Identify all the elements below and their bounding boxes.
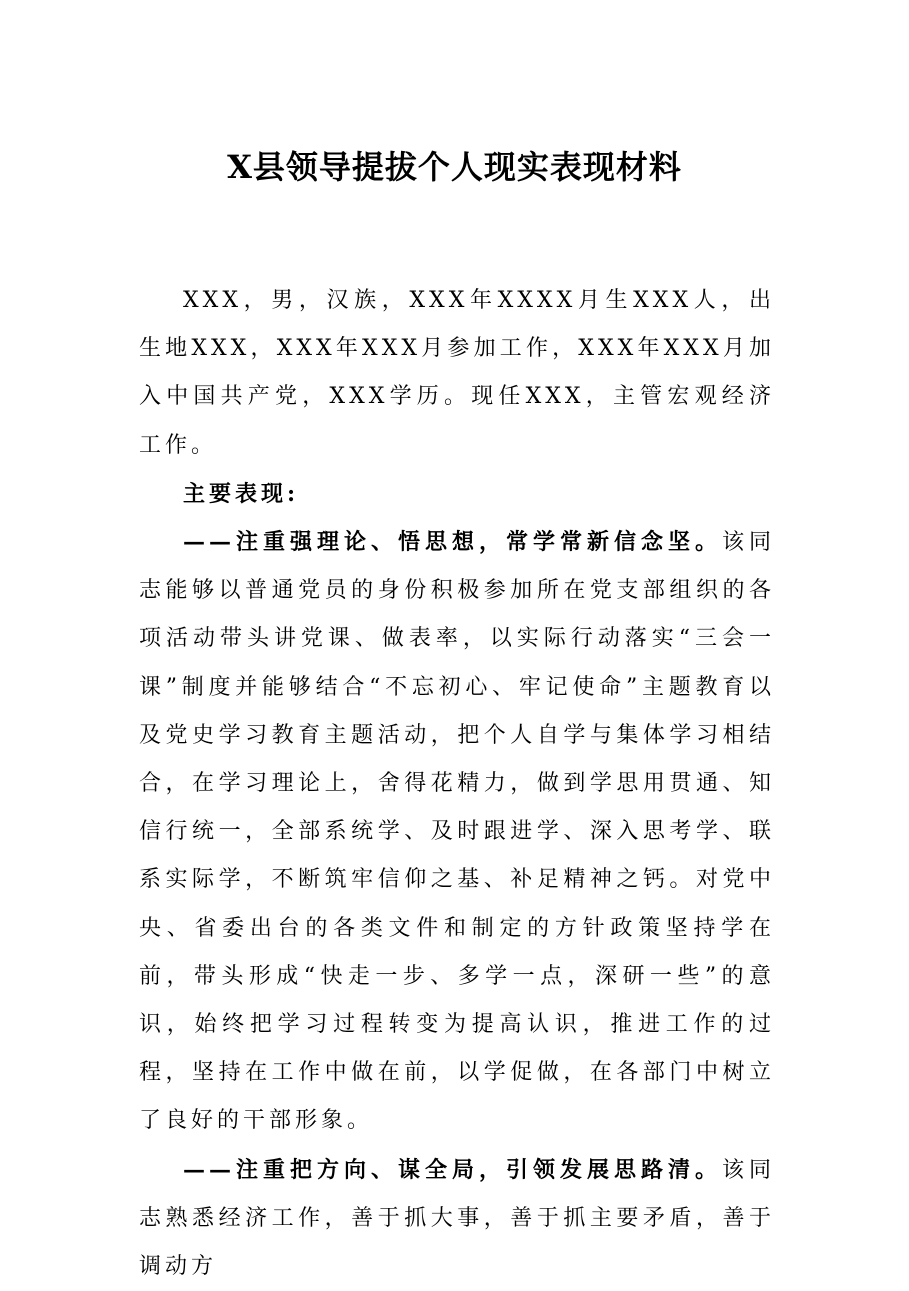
document-title: X县领导提拔个人现实表现材料 [227,148,682,186]
point-paragraph-1 [139,518,775,1146]
point-paragraph-2 [139,1146,775,1291]
intro-paragraph: XXX，男，汉族，XXX年XXXX月生XXX人，出生地XXX，XXX年XXX月参加工作，XXX年XXX月加入中国共产党，XXX学历。现任XXX，主管宏观经济工作。 [139,288,775,458]
point-text-1: 该同志能够以普通党员的身份积极参加所在党支部组织的各项活动带头讲党课、做表率，以实际行动落实“三会一课”制度并能够结合“不忘初心、牢记使命”主题教育以及党史学习教育主题活动，把个人自学与集体学习相结合，在学习理论上，舍得花精力，做到学思用贯通、知信行统一，全部系统学、及时跟进学、深入思考学、联系实际学，不断筑牢信仰之基、补足精神之钙。对党中央、省委出台的各类文件和制定的方针政策坚持学在前，带头形成“快走一步、多学一点，深研一些”的意识，始终把学习过程转变为提高认识，推进工作的过程，坚持在工作中做在前，以学促做，在各部门中树立了良好的干部形象。 [139,530,775,1134]
point-lead-2: ——注重把方向、谋全局，引领发展思路清。 [183,1156,722,1183]
document-body [139,277,775,1291]
section-heading: 主要表现: [183,480,300,507]
point-text-2: 该同志熟悉经济工作，善于抓大事，善于抓主要矛盾，善于调动方 [139,1157,775,1280]
point-lead-1: ——注重强理论、悟思想，常学常新信念坚。 [183,529,722,556]
